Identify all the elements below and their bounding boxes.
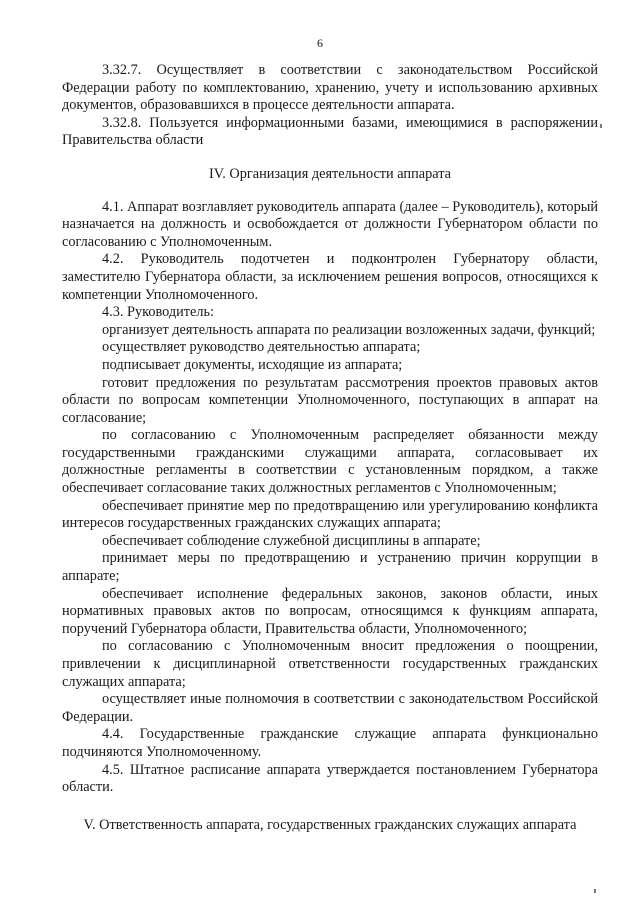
duty-item: осуществляет иные полномочия в соответствии с законодательством Российской Федерации. — [62, 691, 598, 725]
section-v-heading: V. Ответственность аппарата, государственных гражданских служащих аппарата — [83, 816, 577, 833]
clause-4-5: 4.5. Штатное расписание аппарата утверждается постановлением Губернатора области. — [62, 761, 598, 796]
duty-item: обеспечивает принятие мер по предотвращению или урегулированию конфликта интересов государственных гражданских служащих аппарата; — [62, 497, 598, 532]
duty-item: обеспечивает исполнение федеральных законов, законов области, иных нормативных правовых актов по вопросам, относящимся к функциям аппарата, поручений Губернатора области, Правительства области, Уполномоченного; — [62, 585, 598, 637]
scan-mark — [594, 889, 596, 893]
clause-4-2: 4.2. Руководитель подотчетен и подконтролен Губернатору области, заместителю Губернатора области, за исключением решения вопросов, относящихся к компетенции Уполномоченного. — [62, 251, 598, 303]
duty-item: принимает меры по предотвращению и устранению причин коррупции в аппарате; — [62, 550, 598, 585]
scan-mark — [600, 124, 602, 128]
duty-item: обеспечивает соблюдение служебной дисциплины в аппарате; — [102, 532, 481, 549]
section-iv-heading: IV. Организация деятельности аппарата — [209, 165, 451, 182]
duty-item: по согласованию с Уполномоченным распределяет обязанности между государственными гражданскими служащими аппарата, согласовывает их должностные регламенты в соответствии с установленным порядком, а также обеспечивает согласование таких должностных регламентов с Уполномоченным; — [62, 427, 598, 497]
clause-4-3: 4.3. Руководитель: — [102, 304, 215, 321]
duty-item: подписывает документы, исходящие из аппарата; — [102, 356, 403, 373]
clause-4-1: 4.1. Аппарат возглавляет руководитель аппарата (далее – Руководитель), который назначается на должность и освобождается от должности Губернатором области по согласованию с Уполномоченным. — [62, 198, 598, 250]
clause-4-4: 4.4. Государственные гражданские служащие аппарата функционально подчиняются Уполномоченному. — [62, 726, 598, 760]
page-number: 6 — [317, 36, 323, 50]
clause-3-32-8: 3.32.8. Пользуется информационными базами, имеющимися в распоряжении Правительства области — [62, 114, 598, 149]
duty-item: по согласованию с Уполномоченным вносит предложения о поощрении, привлечении к дисциплинарной ответственности государственных гражданских служащих аппарата; — [62, 638, 598, 690]
document-body — [62, 62, 598, 834]
duty-item: готовит предложения по результатам рассмотрения проектов правовых актов области по вопросам компетенции Уполномоченного, поступающих в аппарат на согласование; — [62, 374, 598, 426]
duty-item: осуществляет руководство деятельностью аппарата; — [102, 339, 421, 356]
clause-3-32-7: 3.32.7. Осуществляет в соответствии с законодательством Российской Федерации работу по комплектованию, хранению, учету и использованию архивных документов, образовавшихся в процессе деятельности аппарата. — [62, 62, 598, 114]
duty-item: организует деятельность аппарата по реализации возложенных задачи, функций; — [102, 321, 596, 338]
